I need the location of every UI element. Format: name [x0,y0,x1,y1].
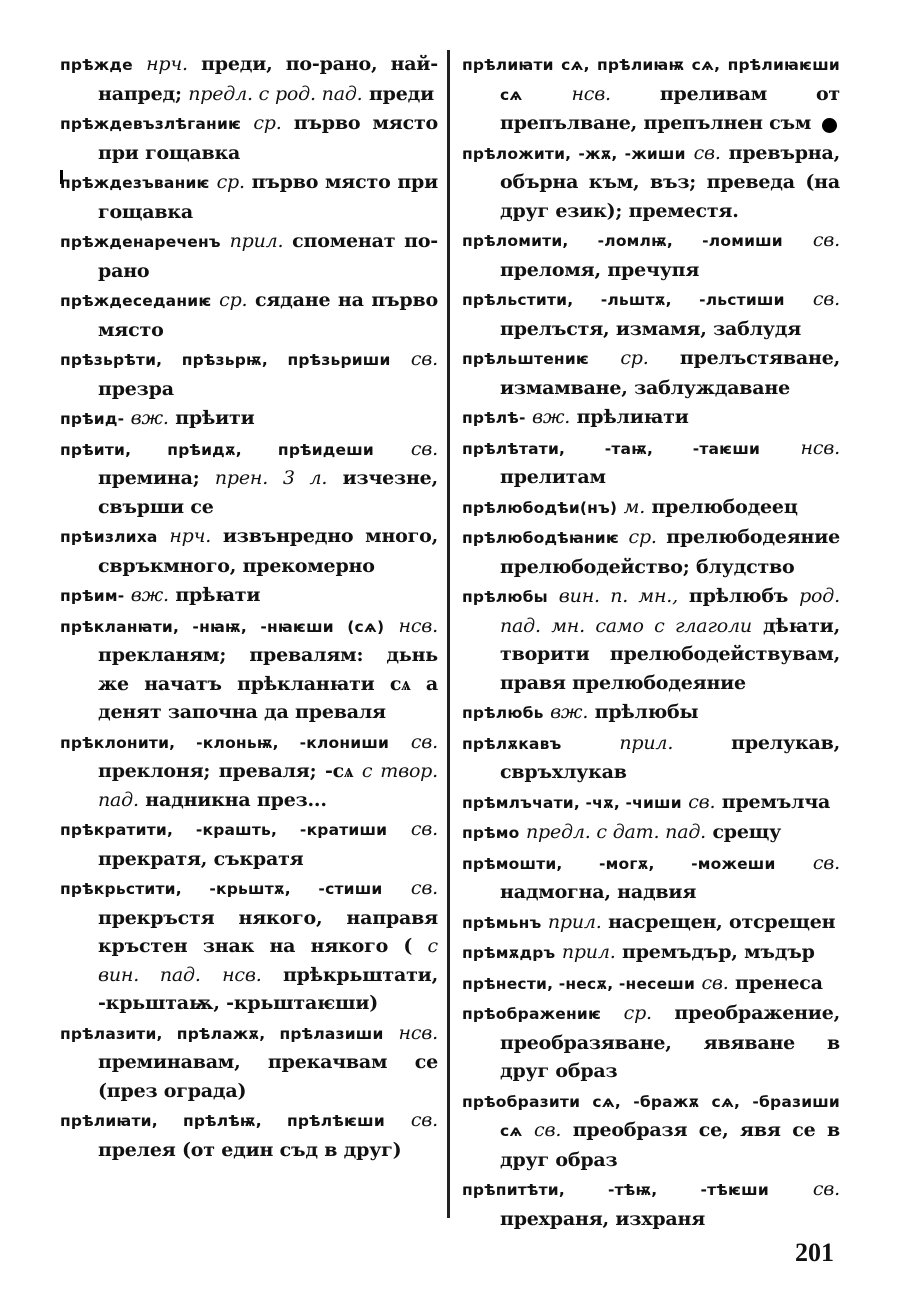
ink-blot [822,118,837,133]
grammar-label: св. [410,437,438,460]
grammar-label: св. [812,229,840,251]
grammar-label: вин. п. мн., [558,585,678,607]
dictionary-entry [462,818,840,848]
headword: прѣлюбь [462,704,544,722]
grammar-label: св. [410,818,438,840]
dictionary-entry [462,493,840,523]
headword: прѣжденареченъ [60,233,221,251]
dictionary-entry [462,434,840,492]
grammar-label: св. [534,1119,562,1141]
grammar-label: предл. с род. пад. [188,82,363,105]
dictionary-entry [462,285,840,343]
dictionary-entry [60,168,438,226]
grammar-label: св. [812,288,840,310]
grammar-label: вж. [550,701,589,723]
grammar-label: с вин. пад. [98,935,438,986]
right-column [462,50,840,1234]
definition: преобразя се, явя се в друг образ [500,1119,840,1171]
dictionary-entry [60,728,438,815]
grammar-label: св. [410,877,439,899]
definition: прѣкрьштати, -крьштаѭ, -крьштаѥши) [98,963,438,1014]
definition: дѣꙗти, творити прелюбодействувам, правя прелюбодеяние [500,614,840,694]
headword: прѣкрьстити, -крьштѫ, -стиши [60,880,383,898]
grammar-label: ср. [623,1002,652,1024]
grammar-label: предл. с дат. пад. [525,821,707,843]
headword: прѣим- [60,587,125,605]
definition: първо място при гощавка [98,171,439,223]
grammar-label: нрч. [146,53,188,75]
dictionary-entry [60,874,438,1018]
headword: прѣпитѣти, -тѣѭ, -тѣѥши [462,1181,769,1199]
headword: прѣлюбы [462,588,548,606]
dictionary-entry [462,788,840,818]
grammar-label: ср. [620,347,649,369]
dictionary-entry [462,849,840,907]
definition: премълча [721,790,831,813]
grammar-label: прил. [229,230,284,252]
dictionary-entry [60,522,438,580]
grammar-label: нсв. [800,436,841,459]
grammar-label: нсв. [222,963,262,986]
dictionary-entry [462,969,840,999]
headword: прѣмѫдръ [462,944,556,962]
headword: прѣмошти, -могѫ, -можеши [462,854,776,873]
grammar-label: прил. [619,731,674,754]
headword: прѣлюбодѣи(нъ) [462,498,618,517]
definition: прелитам [500,466,606,488]
definition: прелюбодеяние прелюбодейство; блудство [500,526,841,578]
left-column [60,50,438,1165]
definition: прелъстя, измамя, заблудя [500,317,802,340]
page-number: 201 [795,1238,834,1267]
definition: преображение, преобразяване, явяване в друг образ [500,1002,841,1082]
column-divider [447,50,450,1218]
grammar-label: св. [410,348,438,370]
definition: прѣлюбъ [688,585,789,607]
headword: прѣжде [60,56,133,74]
headword: прѣобразити сѧ, -бражѫ сѧ, -бразиши сѧ [462,1092,840,1140]
headword: прѣлѣ- [462,409,526,427]
definition: прѣлюбы [594,701,699,723]
definition: срещу [712,821,782,843]
grammar-label: ср. [628,526,657,548]
definition: премина; [98,467,200,489]
headword: прѣмьнъ [462,913,542,932]
headword: прѣити, прѣидѫ, прѣидеши [60,440,374,459]
headword: прѣлюбодѣꙗниѥ [462,529,620,547]
definition: прелея (от един съд в друг) [98,1138,402,1161]
dictionary-entry [462,1087,840,1175]
definition: надмогна, надвия [500,881,697,903]
definition: прелюбодеец [651,495,798,518]
definition: премъдър, мъдър [622,941,815,963]
grammar-label: нрч. [169,525,212,547]
dictionary-entry [60,1106,438,1164]
dictionary-entry [60,50,438,108]
headword: прѣльштениѥ [462,350,590,368]
grammar-label: нсв. [398,614,438,637]
grammar-label: ср. [253,112,282,134]
headword: прѣизлиха [60,528,158,546]
definition: прѣлиꙗти [576,406,689,428]
definition: прѣити [175,407,255,429]
grammar-label: род. пад. мн. само с глаголи [500,585,840,637]
grammar-label: св. [410,730,438,753]
definition: прекратя, съкратя [98,847,304,870]
grammar-label: ср. [216,171,245,193]
definition: преломя, пречупя [500,258,700,281]
definition: преклоня; преваля; -сѧ [98,760,354,782]
definition: преминавам, прекачвам се (през ограда) [98,1051,438,1102]
dictionary-entry [462,698,840,728]
definition: прехраня, изхраня [500,1207,706,1230]
headword: прѣкратити, -крашть, -кратиши [60,821,388,839]
definition: превърна, обърна към, въз; преведа (на друг език); преместя. [500,141,841,222]
headword: прѣждеседаниѥ [60,292,212,310]
definition: прѣꙗти [175,584,261,606]
headword: прѣзьрѣти, прѣзьрѭ, прѣзьриши [60,351,391,369]
definition: първо място при гощавка [98,112,438,164]
headword: прѣлѣтати, -таѭ, -таѥши [462,439,761,458]
grammar-label: вж. [130,584,169,606]
headword: прѣлазити, прѣлажѫ, прѣлазиши [60,1024,384,1043]
definition: извънредно много, свръкмного, прекомерно [98,525,438,577]
dictionary-entry [462,908,840,938]
headword: прѣклонити, -клоньѭ, -клониши [60,733,390,752]
headword: прѣмлъчати, -чѫ, -чиши [462,793,682,812]
dictionary-entry [60,612,438,727]
definition: презра [98,377,174,400]
grammar-label: вж. [130,407,169,429]
dictionary-entry [462,999,840,1086]
headword: прѣлиꙗти сѧ, прѣлиꙗѭ сѧ, прѣлиꙗѥши сѧ [462,56,840,104]
definition: споменат по-рано [98,230,438,282]
grammar-label: прил. [547,910,602,933]
dictionary-entry [60,435,438,522]
dictionary-entry [462,344,840,402]
dictionary-entry [462,139,840,226]
definition: сядане на първо място [98,289,438,341]
headword: прѣлѫкавъ [462,734,562,753]
definition: преди [368,82,434,105]
headword: прѣломити, -ломлѭ, -ломиши [462,232,783,250]
definition: преливам от препълване, препълнен съм [500,82,841,134]
grammar-label: св. [701,971,729,994]
dictionary-entry [60,286,438,344]
grammar-label: с твор. пад. [98,760,438,811]
grammar-label: ср. [219,289,248,311]
dictionary-entry [60,109,438,167]
dictionary-entry [60,345,438,403]
headword: прѣид- [60,410,125,428]
dictionary-entry [462,582,840,697]
grammar-label: прил. [561,941,616,963]
dictionary-entry [60,404,438,434]
headword: прѣложити, -жѫ, -жиши [462,144,686,163]
definition: прекланям; превалям: дьнь же начатъ прѣкланꙗти сѧ а денят започна да преваля [98,644,438,723]
dictionary-entry [462,938,840,968]
headword: прѣображениѥ [462,1005,602,1023]
definition: изчезне, свърши се [98,467,438,518]
grammar-label: св. [812,851,840,874]
headword: прѣнести, -несѫ, -несеши [462,974,696,993]
grammar-label: прен. 3 л. [214,467,328,489]
definition: прелъстяване, измамване, заблуждаване [500,347,841,399]
definition: надникна през... [145,788,327,811]
grammar-label: св. [693,141,721,164]
grammar-label: св. [812,1178,840,1200]
dictionary-entry [60,815,438,873]
grammar-label: м. [623,495,646,518]
definition: насрещен, отсрещен [608,910,836,933]
headword: прѣльстити, -льштѫ, -льстиши [462,291,785,309]
headword: прѣмо [462,824,520,842]
dictionary-entry [462,226,840,284]
dictionary-entry [462,729,840,787]
grammar-label: св. [688,790,716,813]
dictionary-entry [60,227,438,285]
dictionary-entry [60,581,438,611]
dictionary-entry [462,523,840,581]
definition: преди, по-рано, най-напред; [98,53,438,105]
grammar-label: нсв. [398,1021,438,1044]
headword: прѣкланꙗти, -нꙗѭ, -нꙗѥши (сѧ) [60,617,385,636]
headword: прѣждевъзлѣганиѥ [60,115,242,133]
dictionary-entry [462,403,840,433]
grammar-label: св. [410,1109,438,1131]
definition: прелукав, свръхлукав [500,731,840,783]
grammar-label: вж. [532,406,571,428]
dictionary-entry [462,1175,840,1233]
headword: прѣждезъваниѥ [60,174,210,192]
definition: пренеса [735,971,823,994]
dictionary-entry [462,50,840,138]
grammar-label: нсв. [571,82,611,105]
dictionary-entry [60,1019,438,1106]
headword: прѣлиꙗти, прѣлѣѭ, прѣлѣѥши [60,1112,385,1130]
definition: прекръстя някого, направя кръстен знак на някого ( [98,906,438,957]
